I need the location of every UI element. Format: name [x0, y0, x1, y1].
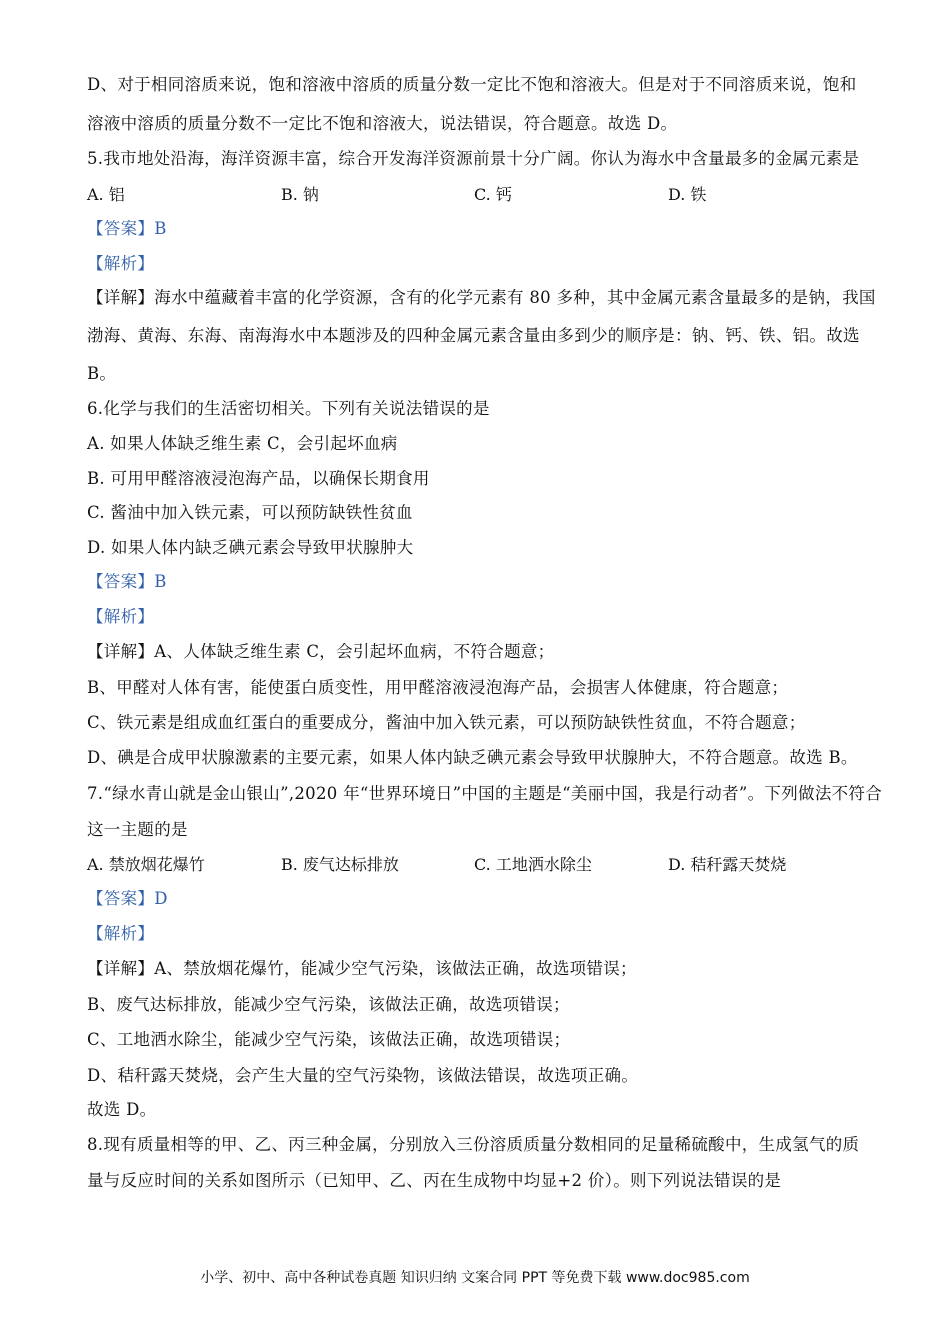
q6-option-a: A. 如果人体缺乏维生素 C，会引起坏血病	[87, 434, 398, 453]
page-footer: 小学、初中、高中各种试卷真题 知识归纳 文案合同 PPT 等免费下载 www.doc985.com	[200, 1270, 750, 1286]
explanation-line: 故选 D。	[87, 1100, 157, 1119]
explanation-line: D、秸秆露天焚烧，会产生大量的空气污染物，该做法错误，故选项正确。	[87, 1066, 639, 1085]
q5-option-c: C. 钙	[474, 185, 512, 204]
question-8-stem-cont: 量与反应时间的关系如图所示（已知甲、乙、丙在生成物中均显+2 价）。则下列说法错误的是	[87, 1171, 782, 1190]
q7-option-d: D. 秸秆露天焚烧	[668, 855, 787, 874]
text-line: 溶液中溶质的质量分数不一定比不饱和溶液大，说法错误，符合题意。故选 D。	[87, 114, 678, 133]
question-6-stem: 6.化学与我们的生活密切相关。下列有关说法错误的是	[87, 399, 490, 418]
explanation-line: B、废气达标排放，能减少空气污染，该做法正确，故选项错误；	[87, 995, 570, 1014]
answer-label: 【答案】B	[87, 572, 167, 591]
explanation-line: B、甲醛对人体有害，能使蛋白质变性，用甲醛溶液浸泡海产品，会损害人体健康，符合题意；	[87, 678, 789, 697]
explanation-line: D、碘是合成甲状腺激素的主要元素，如果人体内缺乏碘元素会导致甲状腺肿大，不符合题意。故选 B。	[87, 748, 858, 767]
q7-option-b: B. 废气达标排放	[281, 855, 399, 874]
q7-option-c: C. 工地洒水除尘	[474, 855, 592, 874]
answer-label: 【答案】D	[87, 889, 168, 908]
q5-option-d: D. 铁	[668, 185, 707, 204]
q5-option-b: B. 钠	[281, 185, 319, 204]
explanation-line: 【详解】海水中蕴藏着丰富的化学资源，含有的化学元素有 80 多种，其中金属元素含量最多的是钠，我国	[87, 288, 876, 307]
q6-option-b: B. 可用甲醛溶液浸泡海产品，以确保长期食用	[87, 469, 430, 488]
explanation-line: B。	[87, 364, 117, 383]
explanation-line: 渤海、黄海、东海、南海海水中本题涉及的四种金属元素含量由多到少的顺序是：钠、钙、铁、铝。故选	[87, 326, 860, 345]
text-line: D、对于相同溶质来说，饱和溶液中溶质的质量分数一定比不饱和溶液大。但是对于不同溶质来说，饱和	[87, 75, 857, 94]
explanation-line: C、铁元素是组成血红蛋白的重要成分，酱油中加入铁元素，可以预防缺铁性贫血，不符合题意；	[87, 713, 806, 732]
q6-option-d: D. 如果人体内缺乏碘元素会导致甲状腺肿大	[87, 538, 414, 557]
q6-option-c: C. 酱油中加入铁元素，可以预防缺铁性贫血	[87, 503, 413, 522]
explanation-line: 【详解】A、禁放烟花爆竹，能减少空气污染，该做法正确，故选项错误；	[87, 959, 637, 978]
analysis-label: 【解析】	[87, 924, 155, 943]
explanation-line: C、工地洒水除尘，能减少空气污染，该做法正确，故选项错误；	[87, 1030, 571, 1049]
question-7-stem-cont: 这一主题的是	[87, 820, 188, 839]
answer-label: 【答案】B	[87, 219, 167, 238]
q7-option-a: A. 禁放烟花爆竹	[87, 855, 205, 874]
question-5-stem: 5.我市地处沿海，海洋资源丰富，综合开发海洋资源前景十分广阔。你认为海水中含量最多的金属元素是	[87, 149, 860, 168]
q5-option-a: A. 铝	[87, 185, 125, 204]
explanation-line: 【详解】A、人体缺乏维生素 C，会引起坏血病，不符合题意；	[87, 642, 555, 661]
question-8-stem: 8.现有质量相等的甲、乙、丙三种金属，分别放入三份溶质质量分数相同的足量稀硫酸中，生成氢气的质	[87, 1135, 860, 1154]
analysis-label: 【解析】	[87, 607, 155, 626]
analysis-label: 【解析】	[87, 254, 155, 273]
question-7-stem: 7.“绿水青山就是金山银山”,2020 年“世界环境日”中国的主题是“美丽中国，我是行动者”。下列做法不符合	[87, 784, 883, 803]
